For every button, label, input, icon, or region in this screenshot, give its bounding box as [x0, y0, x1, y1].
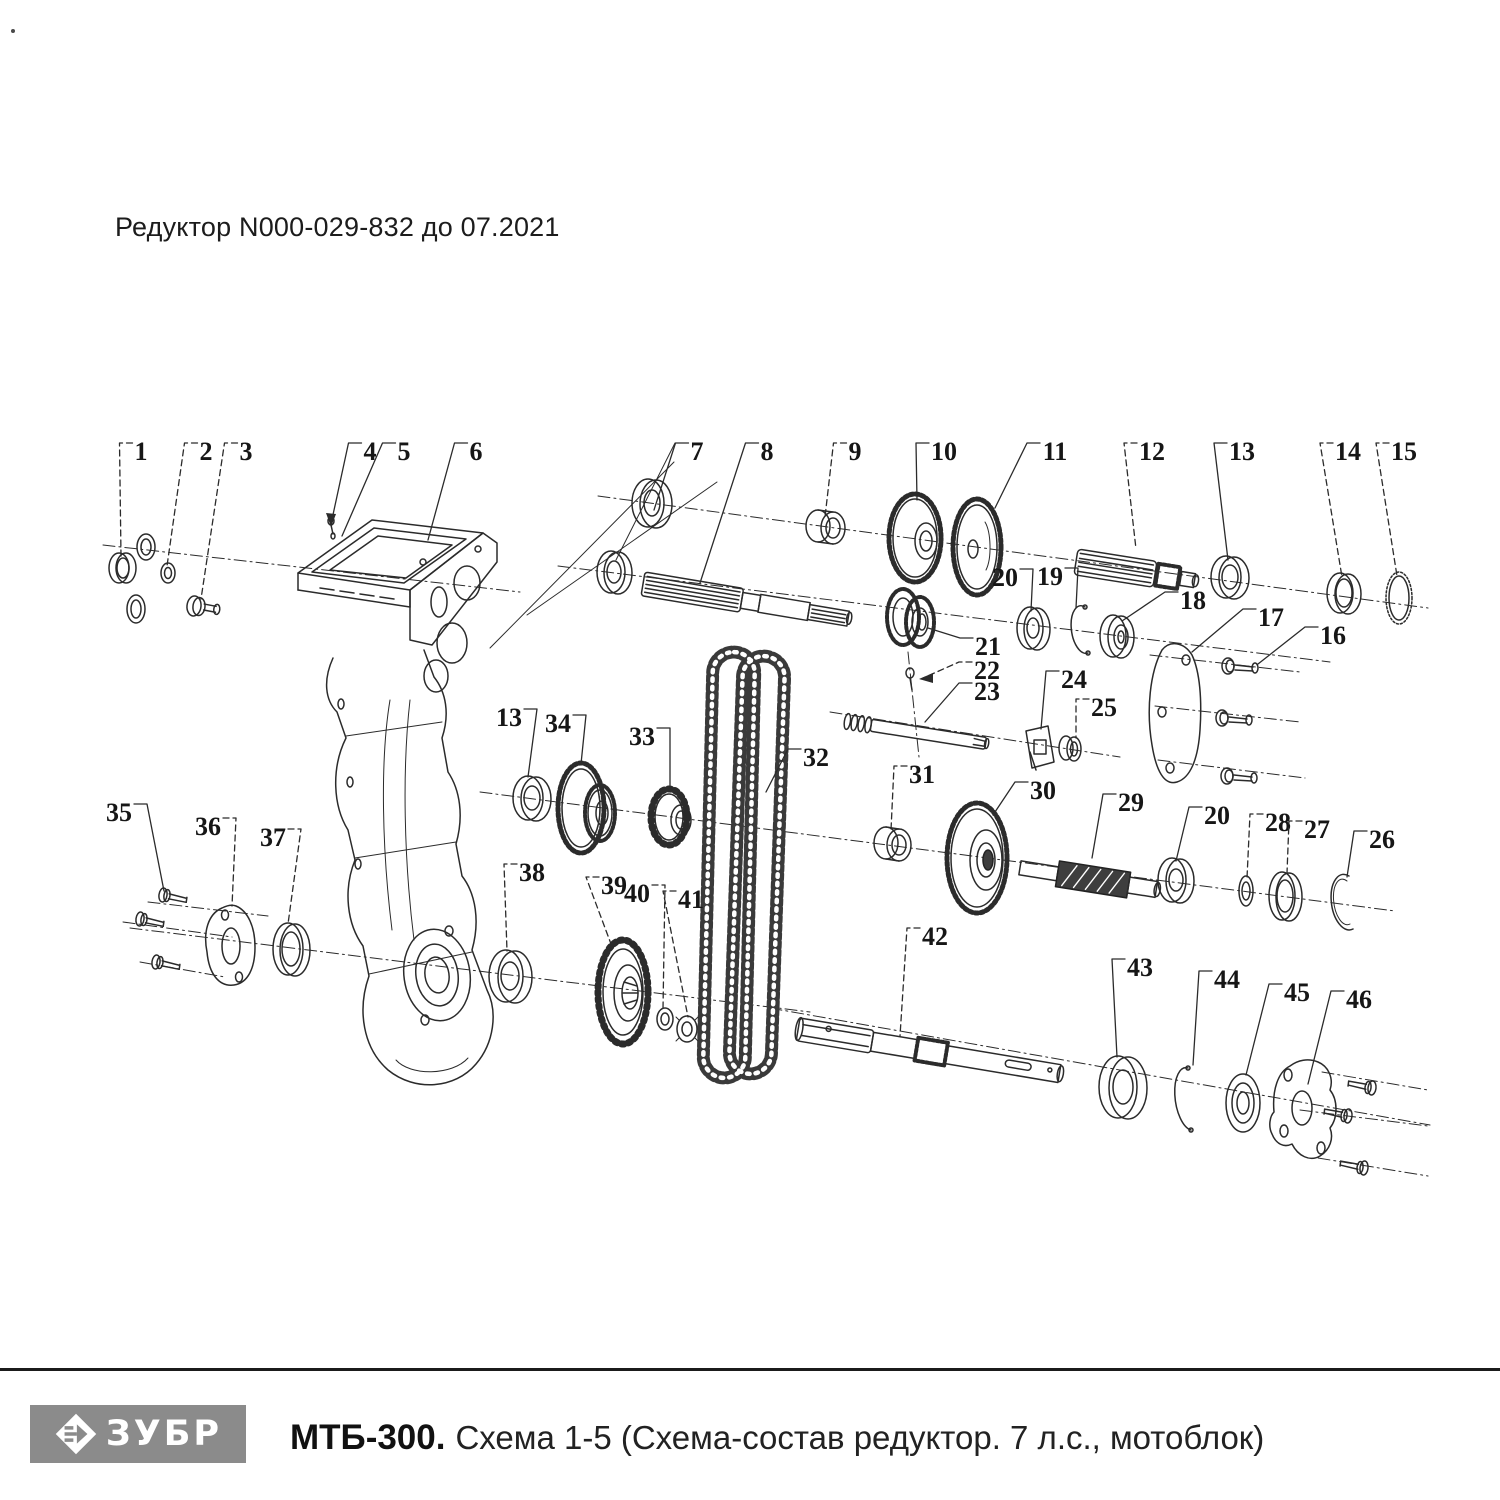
callout-leader-46: [1308, 991, 1344, 1084]
callout-leader-1: [120, 443, 133, 556]
callout-number-45: 45: [1284, 978, 1310, 1007]
construction-lines: [490, 443, 717, 648]
callout-number-2: 2: [199, 437, 213, 466]
callout-number-4: 4: [363, 437, 377, 466]
callout-number-31: 31: [909, 760, 935, 789]
chain-32: [703, 652, 785, 1079]
bushing-25: [1059, 736, 1081, 761]
callout-leader-6: [428, 443, 468, 540]
output-shaft-42: [794, 1017, 1066, 1085]
callout-leader-42: [900, 928, 920, 1036]
callout-number-19: 19: [1037, 562, 1063, 591]
callout-leader-11: [995, 443, 1040, 508]
callout-number-13: 13: [1229, 437, 1255, 466]
callout-number-37: 37: [260, 823, 286, 852]
callout-leader-36: [223, 818, 236, 906]
bearing-43: [1099, 1056, 1147, 1119]
callout-number-10: 10: [931, 437, 957, 466]
callout-number-46: 46: [1346, 985, 1372, 1014]
callout-number-6: 6: [469, 437, 483, 466]
washer-2: [127, 534, 175, 623]
callout-leader-3: [201, 443, 238, 599]
callout-number-13: 13: [496, 703, 522, 732]
callout-leader-45: [1246, 984, 1282, 1075]
footer-caption: [290, 1418, 1264, 1458]
callout-number-25: 25: [1091, 693, 1117, 722]
seal-27: [1269, 872, 1302, 921]
washer-28: [1239, 876, 1253, 906]
callout-number-22: 22: [974, 656, 1000, 685]
callout-number-18: 18: [1180, 586, 1206, 615]
brand-name: ЗУБР: [105, 1414, 223, 1454]
shaft-8: [641, 572, 854, 631]
callout-leader-10: [916, 443, 929, 500]
callout-leader-33: [657, 728, 670, 790]
callout-number-35: 35: [106, 798, 132, 827]
callout-number-40: 40: [624, 879, 650, 908]
bolt-3: [186, 595, 221, 618]
callout-number-15: 15: [1391, 437, 1417, 466]
callout-leader-34: [573, 715, 586, 764]
callout-leader-16: [1258, 627, 1318, 664]
callout-leader-9: [825, 443, 847, 517]
scheme-caption: Схема 1-5 (Схема-состав редуктор. 7 л.с., мотоблок): [455, 1419, 1265, 1456]
circlip-19: [1071, 605, 1090, 655]
brand-logo: [30, 1405, 246, 1463]
brand-diamond-icon: [54, 1412, 98, 1456]
callout-number-14: 14: [1335, 437, 1361, 466]
callout-number-3: 3: [239, 437, 253, 466]
doc-title: Редуктор N000-029-832 до 07.2021: [115, 212, 560, 242]
callout-number-41: 41: [678, 885, 704, 914]
callout-leader-4: [331, 443, 362, 524]
callout-leader-30: [993, 782, 1028, 815]
callout-number-16: 16: [1320, 621, 1346, 650]
callout-leader-38: [504, 864, 517, 951]
bearing-13a: [1211, 556, 1249, 599]
callout-number-26: 26: [1369, 825, 1395, 854]
callout-leader-8: [700, 443, 759, 583]
sprocket-39: [598, 940, 648, 1044]
callout-number-23: 23: [974, 677, 1000, 706]
callout-leader-31: [891, 766, 907, 830]
callout-leader-24: [1041, 671, 1059, 729]
callout-number-20: 20: [1204, 801, 1230, 830]
callout-number-32: 32: [803, 743, 829, 772]
callout-number-29: 29: [1118, 788, 1144, 817]
callout-leader-27: [1287, 821, 1302, 873]
shift-fork-24: [1026, 726, 1054, 770]
model-name: МТБ-300.: [290, 1418, 446, 1457]
worm-shaft-29: [1018, 855, 1162, 903]
callout-number-39: 39: [601, 871, 627, 900]
callout-leader-37: [288, 829, 301, 924]
callout-number-8: 8: [760, 437, 774, 466]
callout-number-33: 33: [629, 722, 655, 751]
callout-number-17: 17: [1258, 603, 1284, 632]
callout-number-21: 21: [975, 632, 1001, 661]
callout-number-43: 43: [1127, 953, 1153, 982]
callout-number-11: 11: [1042, 437, 1068, 466]
callout-number-1: 1: [134, 437, 148, 466]
gear-10: [889, 494, 941, 582]
circlip-26: [1331, 874, 1353, 930]
callout-labels: [106, 437, 1417, 1084]
callout-leader-2: [167, 443, 198, 566]
output-hub: [398, 925, 476, 1025]
callout-number-30: 30: [1030, 776, 1056, 805]
callout-leader-12: [1124, 443, 1137, 549]
shift-rod-23: [843, 713, 990, 752]
flange-slots: [320, 588, 394, 599]
housing-upper: [298, 517, 497, 692]
callout-number-34: 34: [545, 709, 571, 738]
o-ring-15: [1386, 572, 1412, 624]
callout-number-28: 28: [1265, 808, 1291, 837]
callout-number-36: 36: [195, 812, 221, 841]
callout-leader-40: [652, 885, 665, 1009]
pin-22: [906, 668, 914, 690]
seal-ring-14: [1327, 573, 1361, 614]
callout-number-24: 24: [1061, 665, 1087, 694]
callout-leader-20: [1020, 569, 1033, 611]
gear-21: [887, 589, 934, 647]
bearing-20a: [1017, 607, 1050, 650]
callout-leader-44: [1193, 971, 1212, 1065]
callout-leader-20: [1176, 807, 1202, 861]
callout-number-27: 27: [1304, 815, 1330, 844]
screws-35: [135, 888, 188, 973]
callout-leader-21: [928, 628, 973, 638]
nut-41: [676, 1016, 698, 1042]
callout-number-44: 44: [1214, 965, 1240, 994]
callout-leader-18: [1122, 592, 1178, 621]
callout-leader-13: [1214, 443, 1228, 560]
callout-leader-43: [1112, 959, 1125, 1057]
callout-leader-26: [1347, 831, 1367, 877]
callout-leader-13: [524, 709, 537, 777]
callout-leader-29: [1092, 794, 1116, 858]
callout-number-5: 5: [397, 437, 411, 466]
callout-leader-23: [925, 683, 972, 722]
flange-plate-36: [206, 905, 255, 985]
gear-30: [947, 803, 1007, 913]
washer-40: [657, 1008, 673, 1030]
callout-number-42: 42: [922, 922, 948, 951]
bearing-45: [1226, 1074, 1260, 1132]
callout-number-12: 12: [1139, 437, 1165, 466]
bolts-16: [1216, 658, 1258, 784]
circlip-44: [1175, 1066, 1193, 1132]
gear-34: [558, 763, 615, 853]
callout-leader-28: [1247, 814, 1263, 878]
footer-rule: [0, 1368, 1500, 1371]
bearing-7b: [597, 551, 632, 594]
housing-leg: [327, 650, 494, 1085]
callout-number-38: 38: [519, 858, 545, 887]
callout-number-7: 7: [690, 437, 704, 466]
callout-leader-25: [1076, 699, 1089, 738]
callout-number-9: 9: [848, 437, 862, 466]
callout-number-20: 20: [992, 563, 1018, 592]
seal-ring-1: [109, 553, 136, 583]
sprocket-33: [651, 789, 691, 845]
callout-leader-35: [134, 804, 164, 891]
